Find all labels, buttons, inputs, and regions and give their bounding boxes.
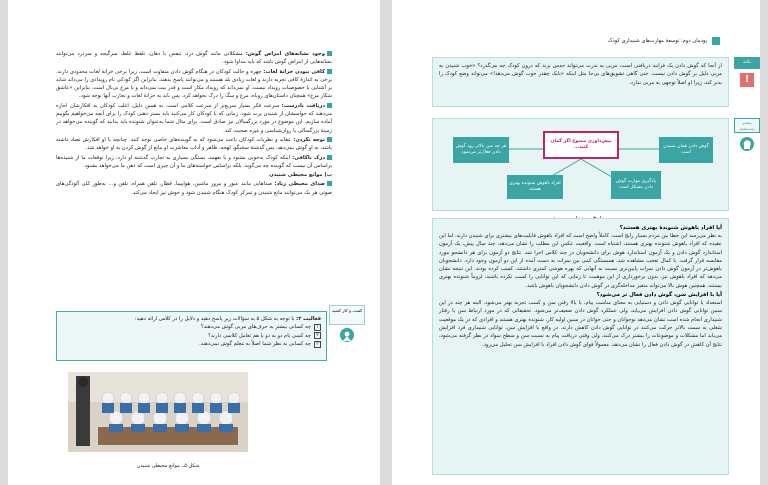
- bullet-square-icon: [327, 181, 332, 186]
- left-paragraph: [56, 50, 332, 67]
- bullet-square-icon: [327, 69, 332, 74]
- left-paragraph: [56, 180, 332, 197]
- diagram-node-1: گوش دادن همان شنیدن است: [659, 137, 713, 163]
- activity-item: [62, 323, 321, 331]
- research-tab-label: بیشتر بیندیشیم: [734, 118, 760, 133]
- header-marker: [712, 37, 720, 45]
- note-box: [432, 57, 729, 107]
- bullet-square-icon: [327, 103, 332, 108]
- activity-item-number: ۱: [314, 324, 321, 331]
- section-heading-age: آیا با افزایش سن، گوش دادن فعال تر می‌شود؟: [596, 292, 722, 299]
- diagram-node-4: افراد باهوش شنونده بهتری هستند: [507, 175, 563, 199]
- discussion-icon: [340, 328, 354, 342]
- activity-item: [62, 332, 321, 340]
- bullet-square-icon: [327, 155, 332, 160]
- diagram-node-2: هر چه سن بالاتر رود گوش دادن فعال‌تر می‌شود: [453, 137, 509, 163]
- main-content-box: [432, 218, 729, 475]
- paragraph-text: سرعت فکر بسیار سریع‌تر از سرعت کلامی است. به همین دلیل، اغلب کودکان به افکارشان اجازه می‌دهند که حواسشان از شنیدن پرت شود. زمانی که با کودکان کار می‌کنید باید بستر ذهنی کودک را برای آنچه می‌خواهیم بگوییم آماده سازیم. این موضوع در مورد بزرگسالان نیز صادق است. برای مثال شما به‌عنوان شنونده باید بدانید که گوینده می‌خواهد در زمینهٔ بزرگسالی یا روان‌شناسی و غیره صحبت کند.: [56, 102, 332, 134]
- activity-items: [62, 323, 321, 348]
- bullet-square-icon: [327, 51, 332, 56]
- paragraph-title: دریافت نادرست:: [281, 102, 325, 109]
- activity-item-text: چه کسانی بیشتر به حرف‌های مربی گوش می‌دهند؟: [200, 324, 311, 331]
- paragraph-text: مشکلاتی مانند گوش درد، تنفس با دهان، تلفظ غلط، سرگیجه و سردرد می‌توانند نشانه‌هایی از امراض گوش باشد که باید مداوا شود.: [56, 51, 332, 66]
- note-tab: [734, 57, 760, 87]
- classroom-photo: [68, 372, 248, 452]
- left-paragraph: [56, 102, 332, 135]
- note-text: از آنجا که گوش دادن یک فرایند دریافتی است، مربی به ندرت می‌تواند حدس بزند که درون کودک چه می‌گذرد؟ «خوب شنیدن به مربی دلیل بر گوش دادن نیست. حتی گاهی تشویق‌های بی‌جا مثل اینکه «بابک چقدر خوب گوش می‌دهد!» می‌تواند وضع کودک را بدتر کند، زیرا او اصلاً توجهی به مربی ندارد.: [439, 63, 722, 86]
- right-page: [392, 0, 760, 485]
- paragraph-text: چهره و حالت کودکان در هنگام گوش دادن متفاوت است، زیرا برخی خزانهٔ لغات محدودی دارند. برخی به اندازهٔ کافی تجربه دارند و لغات زیادی بلد هستند و می‌توانند پاسخ بدهند. بنابراین اگر کودکی نام رویدادی را می‌داند شاید بر آشنایی با خصوصیات رویداد نیست. او نمی‌داند که رویداد مکار است و قدر بیت نمی‌داند و یا مرغ بی‌بال است. بنابراین «عاشق شکار مرغ» همچنان داستان‌های روباه، مرغ و سگ را درک نخواهد کرد. پس باید به خزانهٔ لغات و تجارب آنها توجه شود.: [56, 68, 332, 100]
- activity-box: [56, 311, 327, 361]
- paragraph-title: درک ناکافی:: [292, 154, 325, 161]
- left-page: [8, 0, 380, 485]
- research-tab: [734, 118, 760, 151]
- activity-intro-text: با توجه به شکل ۵ به سؤالات زیر پاسخ دهید و دلایل را در کلاس ارائه دهید:: [134, 316, 295, 322]
- chapter-header: پودمان دوم: توسعهٔ مهارت‌های شنیداری کودک: [607, 38, 707, 44]
- activity-item-text: چه کسانی به نظر شما اصلاً به معلم گوش نمی‌دهند.: [199, 340, 311, 347]
- paragraph-title: کافی نبودن خزانهٔ لغات:: [263, 68, 325, 75]
- left-paragraph: [56, 154, 332, 171]
- paragraph-title: صدای محیطی زیاد:: [274, 181, 325, 188]
- paragraph-title: توجه نکردن:: [293, 136, 325, 143]
- activity-item-text: چه کسی نام دو به دو با هم تعامل کلاسی دارند؟: [208, 332, 311, 339]
- left-paragraph: [56, 171, 332, 179]
- activity-intro: [62, 315, 321, 323]
- bullet-square-icon: [327, 137, 332, 142]
- paragraph-text: صداهایی مانند عبور و مرور ماشین، هواپیما، قطار، تلفن همراه، تلفن و… به‌طور کلی آلودگی‌های صوتی هر یک می‌توانند مانع شنیدن و تمرکز کودک هنگام شنیدن شود و خوش نیز ایجاد می‌کند.: [56, 181, 332, 196]
- activity-item: [62, 340, 321, 348]
- section-heading-intelligence: آیا افراد باهوش شنوندهٔ بهتری هستند؟: [619, 225, 722, 231]
- exclamation-icon: !: [740, 73, 754, 87]
- diagram-center-node: پیش‌داوری ممنوع اگر گمان کنید...: [543, 131, 619, 159]
- activity-item-number: ۲: [314, 332, 321, 339]
- activity-item-number: ۳: [314, 341, 321, 348]
- side-note: کشت و کار کشید: [329, 305, 365, 325]
- prejudice-diagram: [432, 118, 729, 211]
- paragraph-title: وجود نشانه‌های امراض گوش:: [245, 51, 326, 57]
- diagram-node-3: یادگیری مهارت گوش دادن مشکل است: [611, 171, 661, 199]
- paragraph-title: ب) موانع محیطی شنیدن: [269, 172, 332, 179]
- head-thinking-icon: [740, 137, 754, 151]
- paragraph-text: اینکه کودک به‌خوبی بشنود و یا بفهمد، بستگی بسیاری به تجارب گذشته او دارد، زیرا توقعات ما از شنیده‌ها براساس آن نیست که گوینده چه می‌گوید، بلکه براساس خواسته‌های ما و آن چیزی است که ذهن ما می‌خواهد بشنود.: [56, 154, 332, 169]
- left-paragraph: [56, 68, 332, 101]
- section-text-age: استعداد یا توانایی گوش دادن و دستیابی به معنای مناسب پیام، با بالا رفتن سن و کسب تجربه بهتر می‌شود. البته هر چند در این سنین توانایی گوش دادن افزایش می‌یابد، ولی عملکرد گوش دادن ضعیف‌تر می‌شود. تحقیقاتی که در مورد ارتباط سن با رفتار شنیداری انجام شده است نشان می‌دهد نوجوانان و حتی جوانان در سنین اولیه کار، شنونده بهتری هستند و افرادی که در یک موقعیت شغلی به سمت بالاتر حرکت می‌کنند در توانایی گوش دادن کاهش دارند. در واقع با افزایش سن، توانایی شنیداری فرد افزایش می‌یابد اما مشکلات و موضوعات را بیشتر درک می‌کنند، ولی وقتی دریافت پیام به نسبت سن و سطح سواد در نظر گرفته می‌شود، نتایج آن کاهش در گوش دادن فعال را نشان می‌دهد. معمولاً قوای گوش دادن افراد با افزایش سن تحلیل می‌رود.: [439, 300, 722, 348]
- note-tab-label: نکته: [734, 57, 760, 69]
- activity-title: فعالیت ۲:: [296, 316, 321, 322]
- left-paragraph: [56, 136, 332, 153]
- section-text-intelligence: به نظر می‌رسد این خطا بین مردم بسیار رایج است. کاملاً واضح است که افراد باهوش قابلیت‌های بیشتری برای شنیدن دارند، اما این عقیده که افراد باهوش شنونده بهتری هستند، اشتباه است. واقعیت عکس این مطلب را نشان می‌دهد. چند سال پیش، یک آزمون استاندارد گوش دادن و یک آزمون استاندارد هوش برای دانشجویان در چند کلاس اجرا شد. نتایج دو آزمون برای هر دانشجو مورد مقایسه قرار گرفت. با کمال تعجب مشاهده شد، همبستگی کمی بین نمرات به دست آمده از این دو آزمون وجود دارد. دانشجویان باهوش‌تر در آزمون گوش دادن نمرات پایین‌تری نسبت به آنهایی که بهره هوشی کمتری داشتند، کسب کرده بودند. این نتیجه نشان می‌دهد که افراد باهوش نیز، بدون برخورداری از این موهبت، تا زمانی که این توانایی را کسب نکرده باشند، لزوماً شنونده بهتری نیستند. همچنین هوش بالا می‌تواند متغیر مداخله‌گری در گوش دادن دانشجویان باهوش باشد.: [439, 233, 722, 289]
- paragraph-text: عقاید و نظریات کودکان باعث می‌شود که به گوینده‌های خاصی توجه کنند. چنانچه با او افکارش تضاد داشته باشد، به او گوش نمی‌دهد. پس گذشتهٔ سخنگو، لهجه، ظاهر و آداب معاشرت او مانع از گوش کردن به او خواهد شد.: [56, 136, 332, 152]
- left-page-text: [56, 50, 332, 198]
- photo-caption: شکل ۵ــ موانع محیطی شنیدن: [136, 463, 200, 469]
